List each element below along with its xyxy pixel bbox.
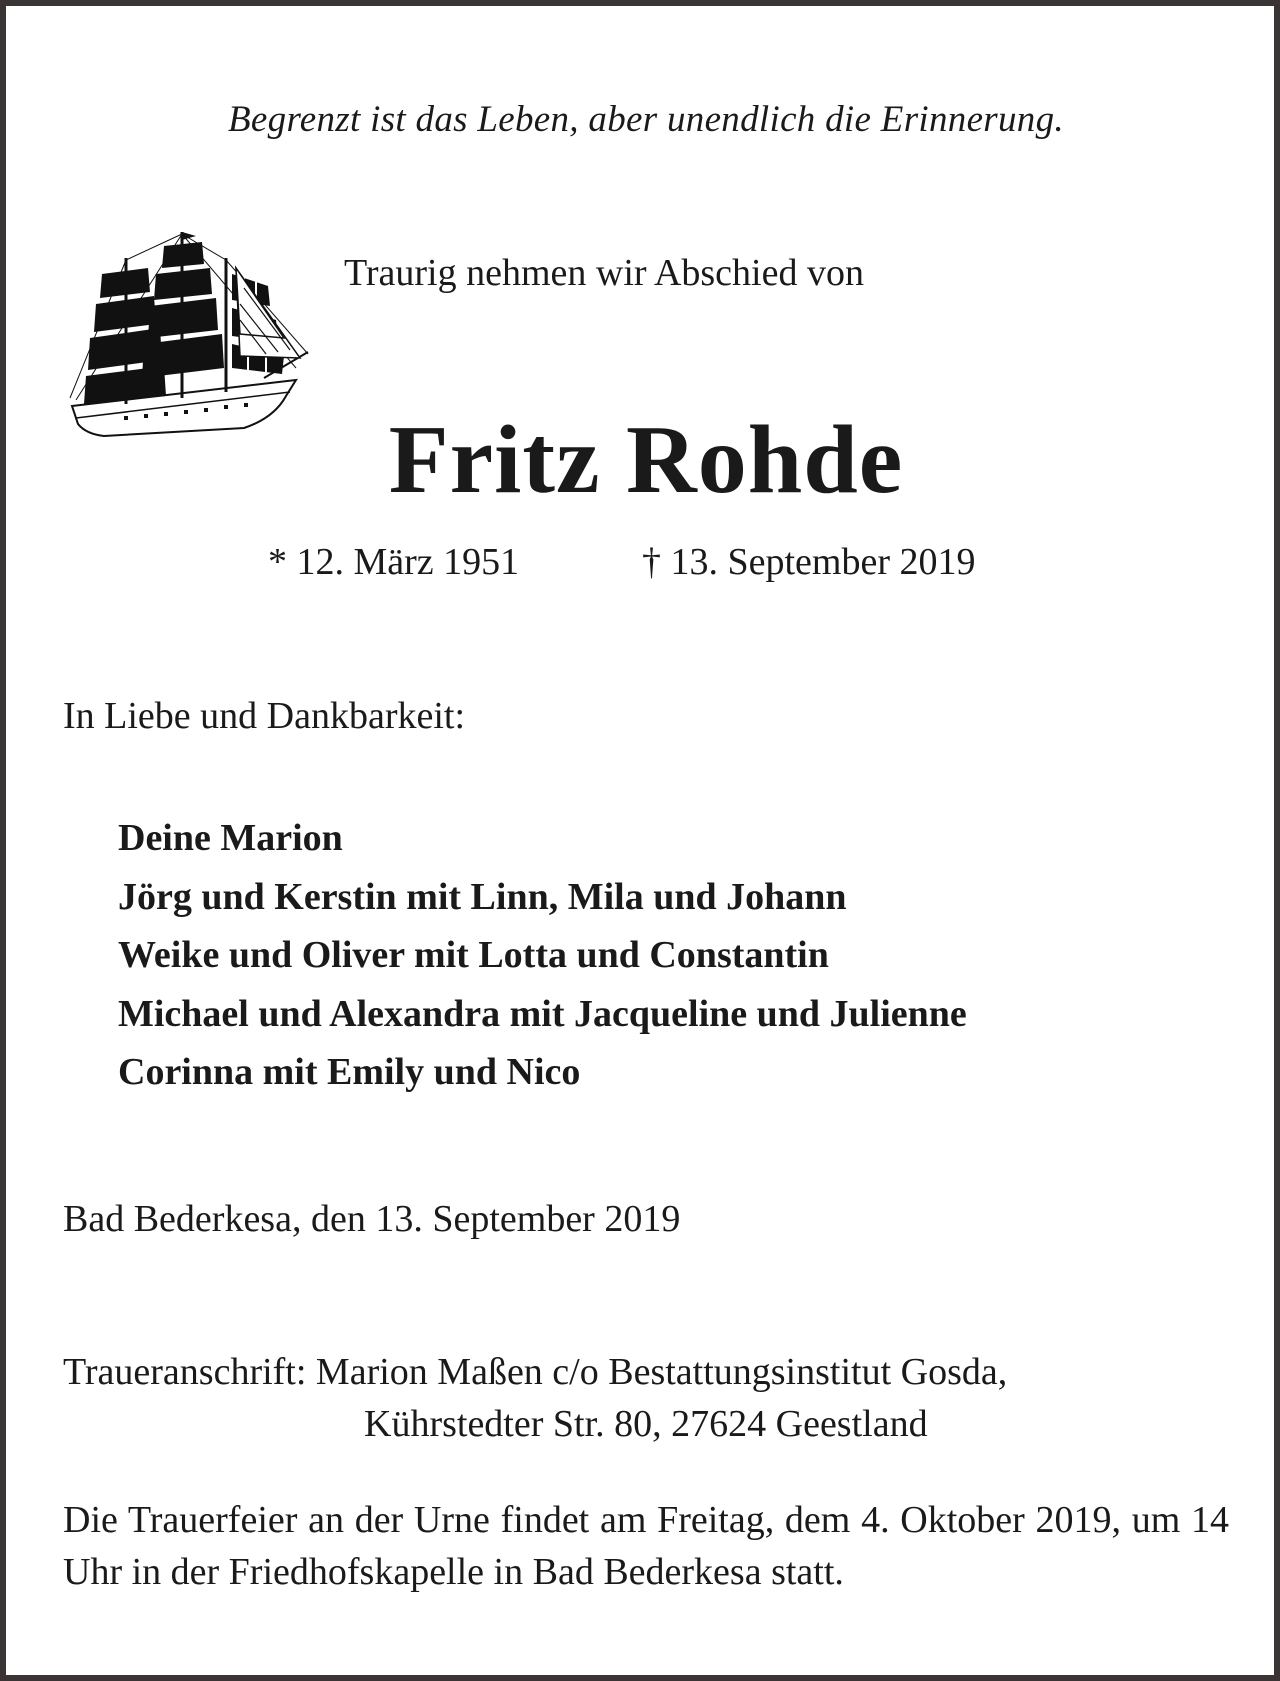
birth-date: * 12. März 1951 — [268, 541, 520, 583]
deceased-name — [6, 406, 1280, 514]
family-member: Weike und Oliver mit Lotta und Constantin — [118, 934, 829, 976]
ceremony-info: Die Trauerfeier an der Urne findet am Freitag, dem 4. Oktober 2019, um 14 Uhr in der Friedhofskapelle in Bad Bederkesa statt. — [63, 1499, 1229, 1593]
family-list — [118, 809, 967, 1102]
motto: Begrenzt ist das Leben, aber unendlich die Erinnerung. — [228, 99, 1064, 140]
thanks-line: In Liebe und Dankbarkeit: — [63, 695, 466, 737]
family-member: Jörg und Kerstin mit Linn, Mila und Johann — [118, 875, 847, 918]
death-date: † 13. September 2019 — [642, 541, 976, 583]
intro-text: Traurig nehmen wir Abschied von — [344, 252, 864, 294]
mourning-address — [63, 1346, 1007, 1450]
address-line-2: Kührstedter Str. 80, 27624 Geestland — [364, 1403, 928, 1445]
family-member: Deine Marion — [118, 817, 343, 859]
place-date: Bad Bederkesa, den 13. September 2019 — [63, 1198, 681, 1240]
address-line-1: Traueranschrift: Marion Maßen c/o Bestattungsinstitut Gosda, — [63, 1351, 1008, 1393]
deceased-name-text: Fritz Rohde — [388, 406, 904, 514]
family-member: Michael und Alexandra mit Jacqueline und Julienne — [118, 992, 967, 1035]
family-member: Corinna mit Emily und Nico — [118, 1051, 581, 1093]
